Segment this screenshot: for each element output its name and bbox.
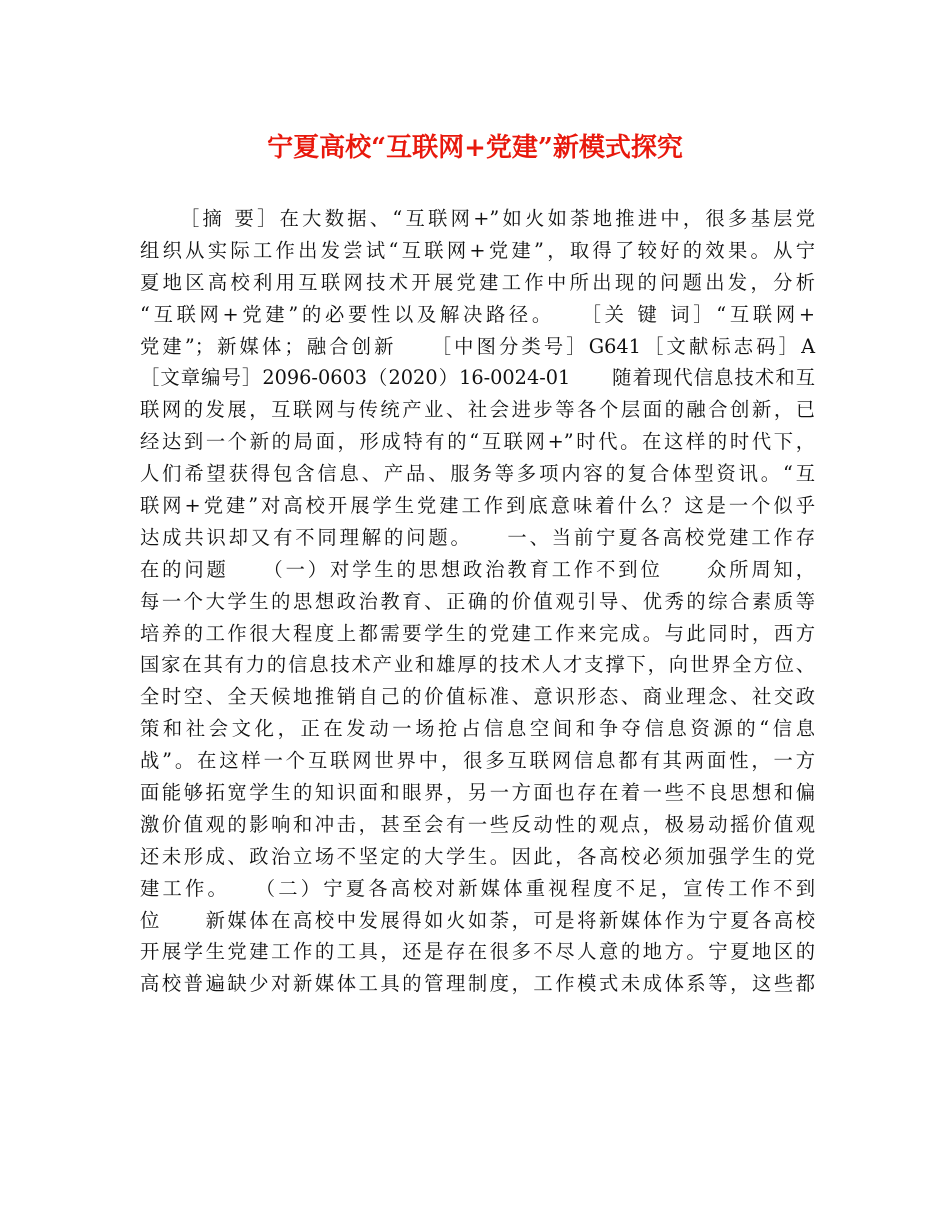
body-line: 策和社会文化，正在发动一场抢占信息空间和争夺信息资源的“信息	[140, 717, 815, 741]
body-line: 在的问题 （一）对学生的思想政治教育工作不到位 众所周知，	[140, 557, 815, 581]
body-line: 经达到一个新的局面，形成特有的“互联网+”时代。在这样的时代下，	[140, 430, 815, 454]
body-line: ［文章编号］2096-0603（2020）16-0024-01 随着现代信息技术和互	[140, 366, 815, 390]
body-line: 国家在其有力的信息技术产业和雄厚的技术人才支撑下，向世界全方位、	[140, 653, 815, 677]
body-line: 高校普遍缺少对新媒体工具的管理制度，工作模式未成体系等，这些都	[140, 972, 815, 996]
document-body	[140, 203, 815, 1000]
body-line: 每一个大学生的思想政治教育、正确的价值观引导、优秀的综合素质等	[140, 589, 815, 613]
body-line: 还未形成、政治立场不坚定的大学生。因此，各高校必须加强学生的党	[140, 844, 815, 868]
body-line: 面能够拓宽学生的知识面和眼界，另一方面也存在着一些不良思想和偏	[140, 781, 815, 805]
body-line: 开展学生党建工作的工具，还是存在很多不尽人意的地方。宁夏地区的	[140, 940, 815, 964]
document-title: 宁夏高校“互联网+党建”新模式探究	[267, 133, 683, 163]
body-line: 激价值观的影响和冲击，甚至会有一些反动性的观点，极易动摇价值观	[140, 812, 815, 836]
body-line: 党建”；新媒体；融合创新 ［中图分类号］G641［文献标志码］A	[140, 334, 815, 358]
body-line: 人们希望获得包含信息、产品、服务等多项内容的复合体型资讯。“互	[140, 462, 815, 486]
body-line: 建工作。 （二）宁夏各高校对新媒体重视程度不足，宣传工作不到	[140, 876, 815, 900]
body-line: 战”。在这样一个互联网世界中，很多互联网信息都有其两面性，一方	[140, 749, 815, 773]
body-line: ［摘 要］在大数据、“互联网+”如火如荼地推进中，很多基层党	[180, 207, 815, 230]
body-line: 组织从实际工作出发尝试“互联网+党建”，取得了较好的效果。从宁	[140, 238, 815, 262]
body-line: 培养的工作很大程度上都需要学生的党建工作来完成。与此同时，西方	[140, 621, 815, 645]
body-line: 联网的发展，互联网与传统产业、社会进步等各个层面的融合创新，已	[140, 398, 815, 422]
body-line: 全时空、全天候地推销自己的价值标准、意识形态、商业理念、社交政	[140, 685, 815, 709]
body-line: “互联网+党建”的必要性以及解决路径。 ［关 键 词］“互联网+	[140, 302, 815, 326]
body-line: 夏地区高校利用互联网技术开展党建工作中所出现的问题出发，分析	[140, 270, 815, 294]
body-line: 联网+党建”对高校开展学生党建工作到底意味着什么？这是一个似乎	[140, 494, 815, 518]
body-line: 达成共识却又有不同理解的问题。 一、当前宁夏各高校党建工作存	[140, 525, 815, 549]
body-line: 位 新媒体在高校中发展得如火如荼，可是将新媒体作为宁夏各高校	[140, 908, 815, 932]
